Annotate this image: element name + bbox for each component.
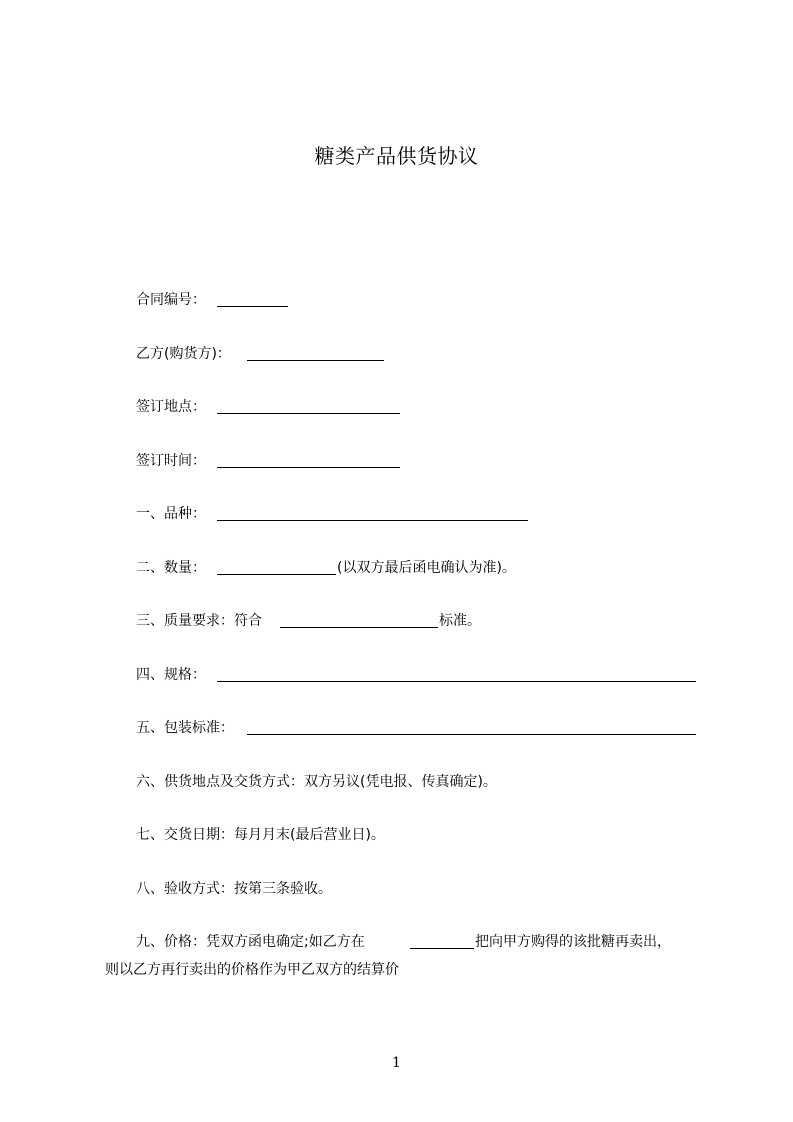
party-b-label: 乙方(购货方)：: [136, 346, 231, 362]
clause-8-inspection: 八、验收方式：按第三条验收。: [136, 881, 332, 897]
clause-9-price-cont: 把向甲方购得的该批糖再卖出，: [475, 934, 671, 950]
packaging-blank[interactable]: [247, 734, 696, 735]
variety-blank[interactable]: [217, 520, 528, 521]
quantity-blank[interactable]: [217, 574, 336, 575]
clause-9-price-line2: 则以乙方再行卖出的价格作为甲乙双方的结算价: [105, 962, 399, 978]
clause-9-price: 九、价格：凭双方函电确定;如乙方在: [136, 934, 365, 950]
sign-time-label: 签订时间：: [136, 453, 206, 469]
price-time-blank[interactable]: [410, 948, 474, 949]
clause-5-packaging: 五、包装标准：: [136, 720, 234, 736]
specification-blank[interactable]: [217, 681, 696, 682]
document-title: 糖类产品供货协议: [314, 144, 479, 168]
contract-number-label: 合同编号：: [136, 292, 206, 308]
sign-place-label: 签订地点：: [136, 399, 206, 415]
contract-number-blank[interactable]: [217, 306, 288, 307]
clause-6-delivery-place: 六、供货地点及交货方式：双方另议(凭电报、传真确定)。: [136, 774, 497, 790]
sign-place-blank[interactable]: [217, 413, 400, 414]
party-b-blank[interactable]: [247, 360, 384, 361]
clause-7-delivery-date: 七、交货日期：每月月末(最后营业日)。: [136, 827, 385, 843]
page-number: 1: [392, 1055, 401, 1071]
sign-time-blank[interactable]: [217, 467, 400, 468]
clause-4-specification: 四、规格：: [136, 667, 206, 683]
clause-3-quality: 三、质量要求：符合: [136, 613, 262, 629]
clause-2-tail: (以双方最后函电确认为准)。: [337, 560, 516, 576]
clause-2-quantity: 二、数量：: [136, 560, 206, 576]
quality-standard-blank[interactable]: [280, 627, 438, 628]
clause-3-tail: 标准。: [439, 613, 481, 629]
clause-1-variety: 一、品种：: [136, 506, 206, 522]
